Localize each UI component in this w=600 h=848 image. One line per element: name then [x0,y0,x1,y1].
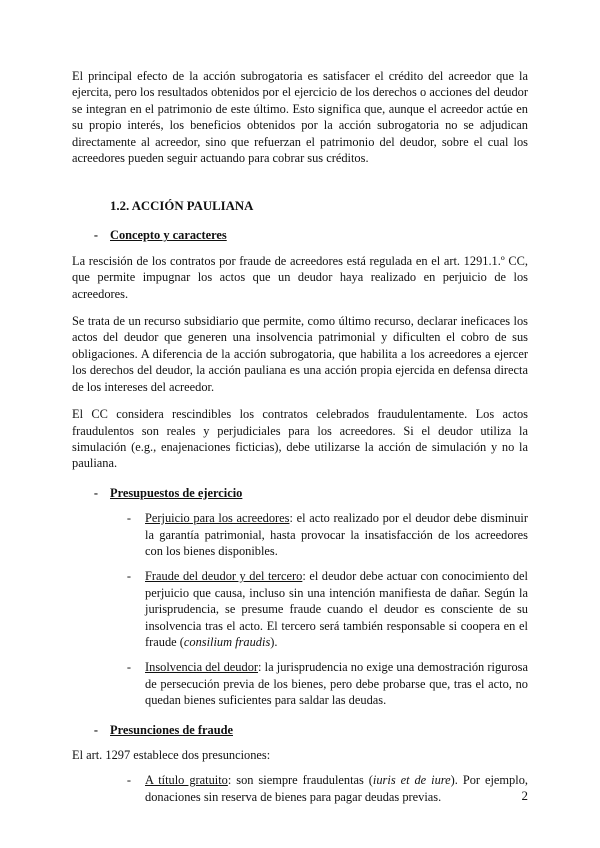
list-item-term: Perjuicio para los acreedores [145,511,290,526]
bullet-dash: - [126,660,131,675]
list-item-text: Fraude del deudor y del tercero: el deudor debe actuar con conocimiento del perjuicio que causa, incluso sin una intención manifiesta de dañar. Según la jurisprudencia, se presume fraude cuando el deudor es consciente de su insolvencia tras el acto. El tercero será también responsable si coopera en el fraude (consilium fraudis). [145,569,528,649]
bullet-dash: - [126,511,131,526]
paragraph: El art. 1297 establece dos presunciones: [72,748,271,762]
bullet-dash: - [93,485,98,500]
list-item [72,659,528,708]
paragraph: La rescisión de los contratos por fraude de acreedores está regulada en el art. 1291.1.º CC, que permite impugnar los actos que un deudor haya realizado en perjuicio de los acreedores. [72,253,528,301]
subsection-heading [72,485,528,501]
list-item [72,568,528,650]
document-page [72,68,528,805]
list-item-text: Insolvencia del deudor: la jurisprudencia no exige una demostración rigurosa de persecución previa de los bienes, pero debe probarse que, tras el acto, no quedan bienes suficientes para saldar las deudas. [145,660,528,708]
list-item [72,510,528,559]
page-number: 2 [521,788,528,803]
bullet-dash: - [126,569,131,584]
paragraph: Se trata de un recurso subsidiario que permite, como último recurso, declarar ineficaces los actos del deudor que generen una insolvencia patrimonial y dificulten el cobro de sus obligaciones. A diferencia de la acción subrogatoria, que habilita a los acreedores a ejercer los derechos del deudor, la acción pauliana es una acción propia ejercida en defensa directa de los intereses del acreedor. [72,314,528,394]
subsection-heading [72,722,528,738]
subsection-title: Concepto y caracteres [110,228,227,243]
list-item-term: Insolvencia del deudor [145,660,259,675]
list-item [72,772,528,805]
list-item-text: Perjuicio para los acreedores: el acto realizado por el deudor debe disminuir la garantía patrimonial, hasta provocar la insatisfacción de los acreedores con los bienes disponibles. [145,511,528,558]
list-item-term: Fraude del deudor y del tercero [145,569,303,584]
bullet-dash: - [93,722,98,737]
bullet-dash: - [93,228,98,243]
subsection-title: Presupuestos de ejercicio [110,485,243,500]
paragraph: El CC considera rescindibles los contratos celebrados fraudulentamente. Los actos fraudulentos son reales y perjudiciales para los acreedores. Si el deudor utiliza la simulación (e.g., enajenaciones ficticias), debe utilizarse la acción de simulación y no la pauliana. [72,407,528,471]
bullet-dash: - [126,773,131,788]
subsection-title: Presunciones de fraude [110,722,233,737]
intro-paragraph: El principal efecto de la acción subrogatoria es satisfacer el crédito del acreedor que la ejercita, pero los resultados obtenidos por el ejercicio de los derechos o acciones del deudor se integran en el patrimonio de este último. Esto significa que, aunque el acreedor actúe en su propio interés, los beneficios obtenidos por la acción subrogatoria no se adjudican directamente al acreedor, sino que refuerzan el patrimonio del deudor, sobre el cual los acreedores pueden seguir actuando para cobrar sus créditos. [72,69,528,166]
list-item-text: A título gratuito: son siempre fraudulentas (iuris et de iure). Por ejemplo, donaciones sin reserva de bienes para pagar deudas previas. [145,773,528,804]
subsection-heading [72,227,528,243]
list-item-term: A título gratuito [145,773,228,788]
section-title: 1.2. ACCIÓN PAULIANA [110,199,254,214]
